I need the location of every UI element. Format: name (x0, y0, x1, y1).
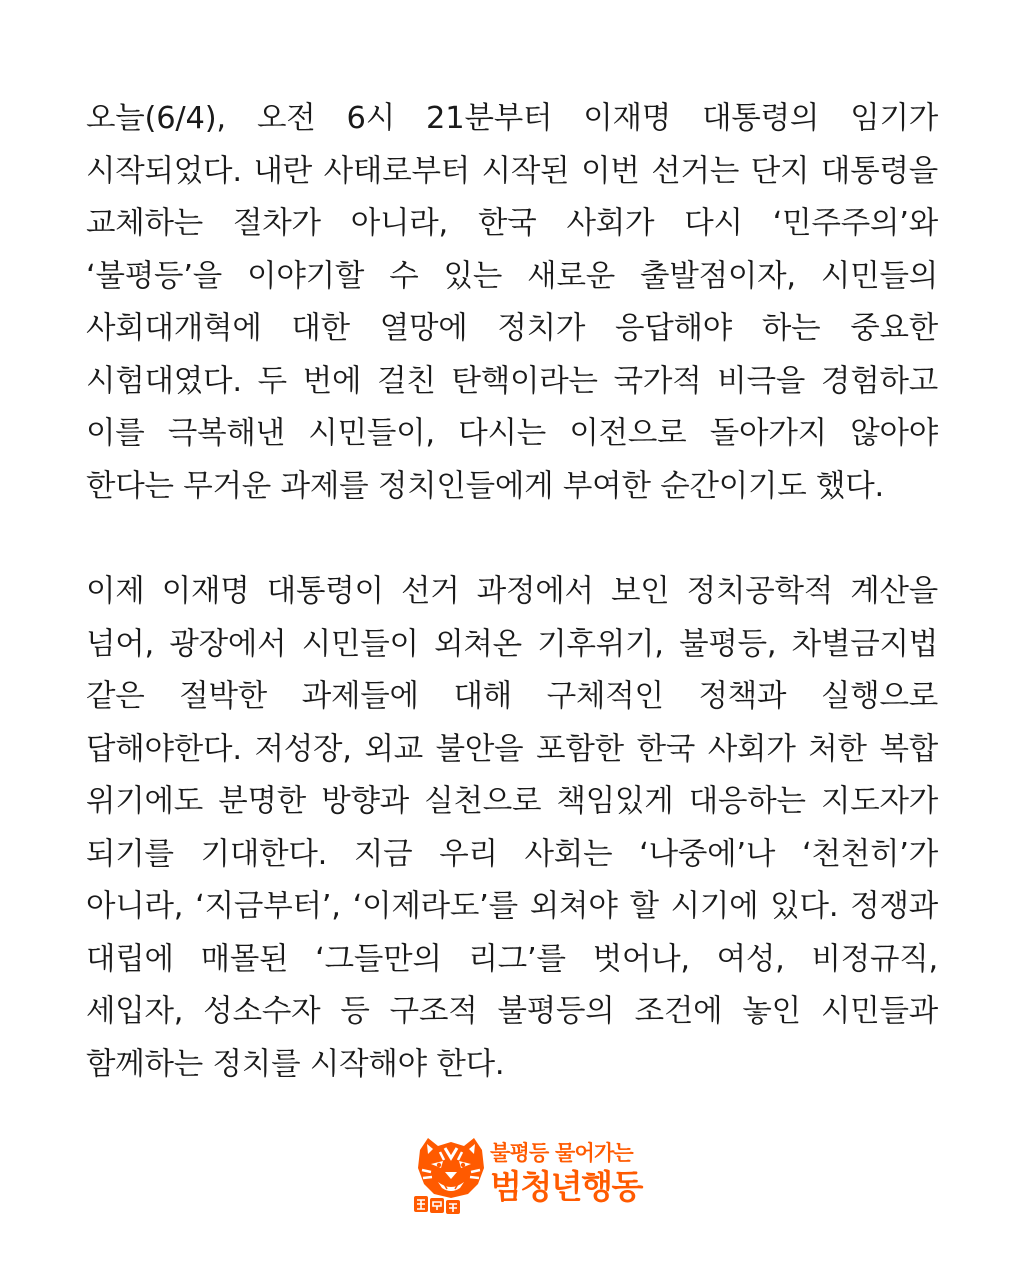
statement-paragraph-1: 오늘(6/4), 오전 6시 21분부터 이재명 대통령의 임기가 시작되었다. 내란 사태로부터 시작된 이번 선거는 단지 대통령을 교체하는 절차가 아니라, 한국 사회가 다시 ‘민주주의’와 ‘불평등’을 이야기할 수 있는 새로운 출발점이자, 시민들의 사회대개혁에 대한 열망에 정치가 응답해야 하는 중요한 시험대였다. 두 번에 걸친 탄핵이라는 국가적 비극을 경험하고 이를 극복해낸 시민들이, 다시는 이전으로 돌아가지 않아야 한다는 무거운 과제를 정치인들에게 부여한 순간이기도 했다. (86, 101, 938, 504)
organization-logo (414, 1134, 642, 1214)
statement-paragraph-2: 이제 이재명 대통령이 선거 과정에서 보인 정치공학적 계산을 넘어, 광장에서 시민들이 외쳐온 기후위기, 불평등, 차별금지법 같은 절박한 과제들에 대해 구체적인 정책과 실행으로 답해야한다. 저성장, 외교 불안을 포함한 한국 사회가 처한 복합 위기에도 분명한 방향과 실천으로 책임있게 대응하는 지도자가 되기를 기대한다. 지금 우리 사회는 ‘나중에’나 ‘천천히’가 아니라, ‘지금부터’, ‘이제라도’를 외쳐야 할 시기에 있다. 정쟁과 대립에 매몰된 ‘그들만의 리그’를 벗어나, 여성, 비정규직, 세입자, 성소수자 등 구조적 불평등의 조건에 놓인 시민들과 함께하는 정치를 시작해야 한다. (86, 574, 938, 1082)
logo-organization-name: 범청년행동 (490, 1167, 642, 1206)
tiger-head-icon (414, 1134, 488, 1214)
logo-tagline: 불평등 물어가는 (490, 1141, 633, 1165)
